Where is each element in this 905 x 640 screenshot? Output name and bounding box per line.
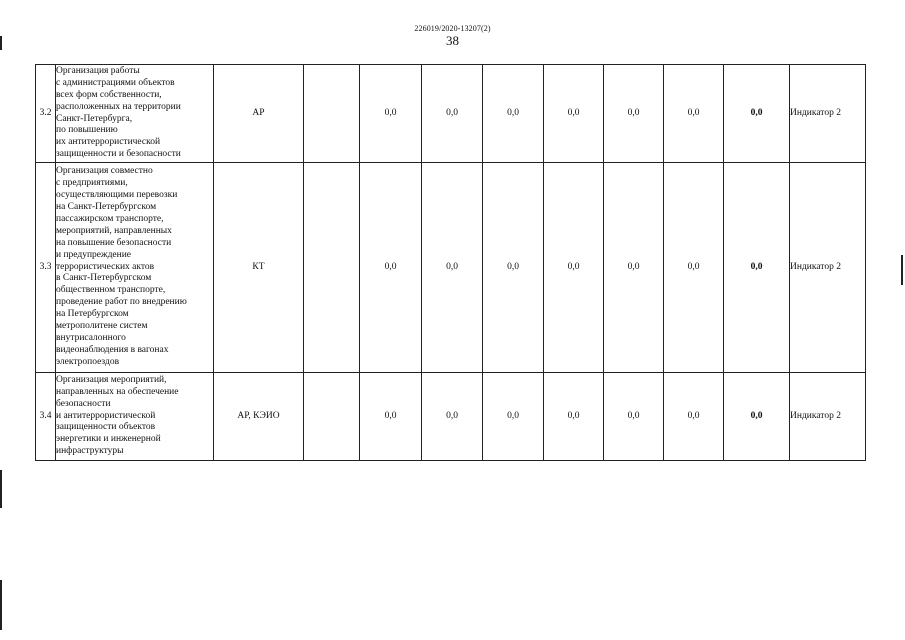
description-line: и антитеррористической [56,410,156,421]
value-cell: 0,0 [544,373,604,461]
description-line: Организация мероприятий, [56,374,167,385]
empty-cell [304,373,360,461]
value-cell: 0,0 [664,373,724,461]
description-line: инфраструктуры [56,446,124,457]
value-cell: 0,0 [422,65,483,163]
row-number: 3.3 [36,163,56,373]
description-line: и предупреждение [56,249,132,260]
responsible-executor: КТ [214,163,304,373]
value-cell: 0,0 [360,163,422,373]
responsible-executor: АР, КЭИО [214,373,304,461]
measure-description [56,373,214,461]
description-line: электропоездов [56,356,120,367]
scan-edge-mark [0,580,2,630]
description-line: расположенных на территории [56,101,181,112]
description-line: безопасности [56,398,111,409]
table-row [36,163,866,373]
description-line: защищенности объектов [56,422,156,433]
description-line: в Санкт-Петербургском [56,273,152,284]
description-line: осуществляющими перевозки [56,190,178,201]
description-line: защищенности и безопасности [56,149,181,160]
measure-description [56,163,214,373]
description-line: всех форм собственности, [56,89,162,100]
total-cell: 0,0 [724,373,790,461]
measures-table [35,64,866,461]
value-cell: 0,0 [604,65,664,163]
measure-description [56,65,214,163]
description-line: с предприятиями, [56,178,128,189]
description-line: общественном транспорте, [56,285,166,296]
total-cell: 0,0 [724,65,790,163]
description-line: метрополитене систем [56,321,148,332]
value-cell: 0,0 [483,373,544,461]
value-cell: 0,0 [604,163,664,373]
value-cell: 0,0 [604,373,664,461]
scan-edge-mark [901,255,903,285]
table-row [36,65,866,163]
value-cell: 0,0 [422,373,483,461]
total-cell: 0,0 [724,163,790,373]
value-cell: 0,0 [422,163,483,373]
description-line: мероприятий, направленных [56,225,172,236]
scan-edge-mark [0,36,2,50]
description-line: на повышение безопасности [56,237,172,248]
description-line: энергетики и инженерной [56,434,161,445]
description-line: их антитеррористической [56,137,161,148]
value-cell: 0,0 [360,65,422,163]
value-cell: 0,0 [664,163,724,373]
value-cell: 0,0 [360,373,422,461]
value-cell: 0,0 [483,163,544,373]
scan-edge-mark [0,470,2,508]
empty-cell [304,65,360,163]
description-line: с администрациями объектов [56,77,175,88]
row-number: 3.4 [36,373,56,461]
responsible-executor: АР [214,65,304,163]
table-row [36,373,866,461]
row-number: 3.2 [36,65,56,163]
description-line: внутрисалонного [56,332,126,343]
page-number: 38 [446,33,459,48]
indicator-cell: Индикатор 2 [790,65,866,163]
description-line: Организация работы [56,65,140,76]
description-line: проведение работ по внедрению [56,297,187,308]
value-cell: 0,0 [544,163,604,373]
description-line: Организация совместно [56,166,153,177]
description-line: Санкт-Петербурга, [56,113,133,124]
description-line: на Петербургском [56,309,129,320]
value-cell: 0,0 [664,65,724,163]
indicator-cell: Индикатор 2 [790,163,866,373]
description-line: видеонаблюдения в вагонах [56,344,169,355]
description-line: террористических актов [56,261,155,272]
value-cell: 0,0 [483,65,544,163]
empty-cell [304,163,360,373]
description-line: по повышению [56,125,118,136]
description-line: направленных на обеспечение [56,386,179,397]
document-id: 226019/2020-13207(2) [414,24,491,33]
description-line: пассажирском транспорте, [56,213,164,224]
value-cell: 0,0 [544,65,604,163]
description-line: на Санкт-Петербургском [56,202,157,213]
indicator-cell: Индикатор 2 [790,373,866,461]
